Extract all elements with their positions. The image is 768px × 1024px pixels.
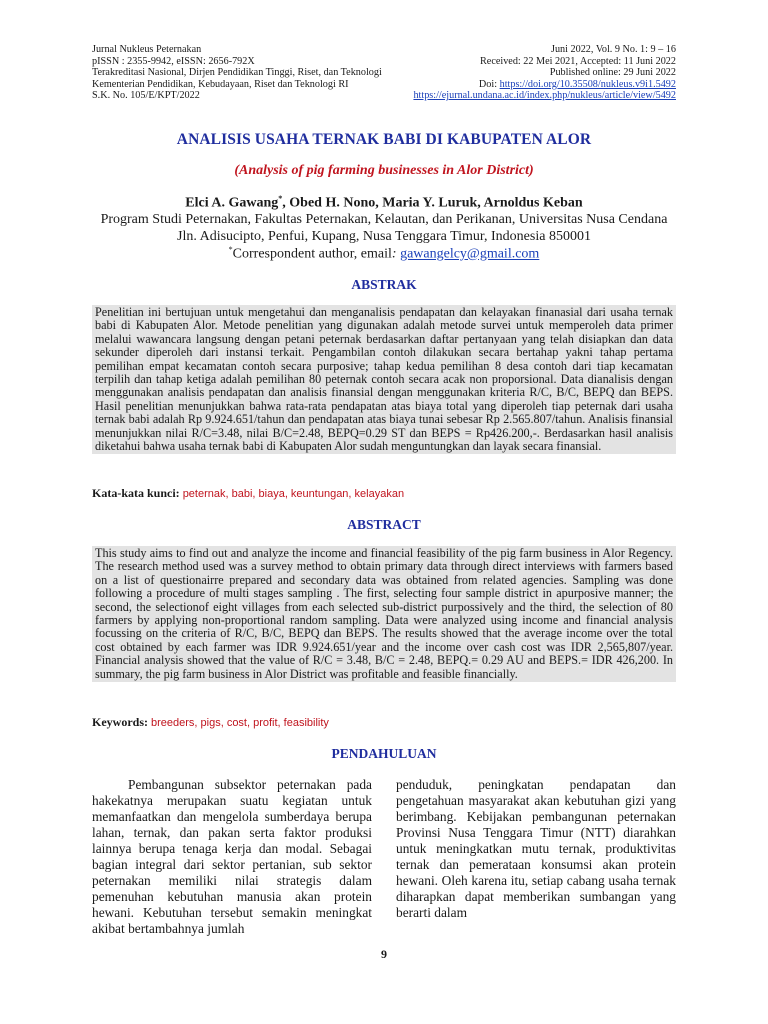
kata-kunci-label: Kata-kata kunci:: [92, 486, 180, 500]
abstract-heading: ABSTRACT: [347, 517, 421, 532]
published-info: Published online: 29 Juni 2022: [549, 67, 676, 79]
journal-info: [92, 44, 382, 102]
abstrak-text: Penelitian ini bertujuan untuk mengetahui dan menganalisis pendapatan dan kelayakan finanasial dari usaha ternak babi di Kabupaten Alor. Metode penelitian yang digunakan adalah metode survei untuk memperoleh data primer melalui wawancara langsung dengan petani peternak berdasarkan daftar pertanyaan yang telah disiapkan dan data sekunder diperoleh dari instansi terkait. Pengambilan contoh dilakukan secara bertahap yakni tahap pertama pemilihan empat kecamatan contoh secara purposive; tahap kedua pemilihan 8 desa contoh dari tiap kecamatan terpilih dan tahap ketiga adalah pemilihan 80 peternak contoh secara acak non proporsional. Data dianalisis dengan menggunakan analisis pendapatan dan analisis finansial dengan menggunakan kriteria R/C, B/C, BEPQ dan BEPS. Hasil penelitian menunjukkan bahwa rata-rata pendapatan atas biaya total yang diperoleh tiap peternak dari usaha ternak babi adalah Rp 9.924.651/tahun dan pendapatan atas biaya tunai sebesar Rp 2.565.807/tahun. Analisis finansial menunjukkan nilai R/C=3.48, nilai B/C=2.48, BEPQ=0.29 ST dan BEPS = Rp426.200,-. Berdasarkan hasil analisis diketahui bahwa usaha ternak babi di Kabupaten Alor sudah menguntungkan dan layak secara finansial.: [92, 305, 676, 454]
journal-issn: pISSN : 2355-9942, eISSN: 2656-792X: [92, 55, 255, 67]
keywords: [92, 715, 329, 730]
issue-info: Juni 2022, Vol. 9 No. 1: 9 – 16: [551, 44, 676, 55]
page-number: 9: [381, 947, 387, 961]
doi-line: [413, 79, 676, 91]
paper-title: ANALISIS USAHA TERNAK BABI DI KABUPATEN ALOR: [176, 131, 592, 148]
received-info: Received: 22 Mei 2021, Accepted: 11 Juni 2022: [480, 55, 676, 67]
intro-paragraph-right: penduduk, peningkatan pendapatan dan pengetahuan masyarakat akan kebutuhan gizi yang berimbang. Kebijakan pembangunan peternakan Provinsi Nusa Tenggara Timur (NTT) diarahkan untuk meningkatkan mutu ternak, produktivitas ternak dan pemerataan konsumsi akan protein hewani. Oleh karena itu, setiap cabang usaha ternak diharapkan dapat memberikan sumbangan yang berarti dalam: [396, 777, 676, 920]
first-author: Elci A. Gawang: [185, 195, 279, 211]
pendahuluan-heading: PENDAHULUAN: [331, 746, 437, 761]
accreditation-line-1: Terakreditasi Nasional, Dirjen Pendidikan Tinggi, Riset, dan Teknologi: [92, 67, 382, 79]
doi-link[interactable]: https://doi.org/10.35508/nukleus.v9i1.5492: [499, 78, 676, 90]
corr-label: Correspondent author, email: [232, 246, 392, 262]
affiliation-line-1: Program Studi Peternakan, Fakultas Peternakan, Kelautan, dan Perikanan, Universitas Nusa Cendana: [100, 212, 668, 227]
decree-number: S.K. No. 105/E/KPT/2022: [92, 90, 200, 102]
intro-column-right: [396, 777, 676, 921]
author-list: [0, 194, 768, 212]
keywords-label: Keywords:: [92, 715, 148, 729]
correspondence-line: [0, 245, 768, 263]
article-url-link[interactable]: https://ejurnal.undana.ac.id/index.php/nukleus/article/view/5492: [413, 90, 676, 102]
paper-subtitle: (Analysis of pig farming businesses in Alor District): [234, 163, 534, 178]
corresponding-mark: *: [278, 194, 283, 203]
article-info: [413, 44, 676, 102]
journal-name: Jurnal Nukleus Peternakan: [92, 44, 202, 55]
keywords-value: breeders, pigs, cost, profit, feasibility: [151, 717, 329, 729]
accreditation-line-2: Kementerian Pendidikan, Kebudayaan, Riset dan Teknologi RI: [92, 78, 349, 90]
email-link[interactable]: gawangelcy@gmail.com: [400, 246, 540, 262]
abstrak-heading: ABSTRAK: [351, 277, 417, 292]
other-authors: , Obed H. Nono, Maria Y. Luruk, Arnoldus Keban: [282, 195, 583, 211]
doi-label: Doi:: [478, 78, 500, 90]
abstract-text: This study aims to find out and analyze the income and financial feasibility of the pig farm business in Alor Regency. The research method used was a survey method to obtain primary data through direct interviews with farmers based on a list of questionairre prepared and secondary data was obtained from related agencies. Sampling was done following a procedure of multi stages sampling . The first, selecting four sample district in apurposive manner; the second, the selectionof eight villages from each selected sub-district purpossively and the third, the selection of 80 farmers by applying non-proportional random sampling. Data were analyzed using income and financial analysis focussing on the criteria of R/C, B/C, BEPQ dan BEPS. The results showed that the average income over the total cost obtained by each farmer was IDR 9.924.651/year and the income over cash cost was IDR 2,565,807/year. Financial analysis showed that the value of R/C = 3.48, B/C = 2.48, BEPQ.= 0.29 AU and BEPS.= IDR 426,200. In summary, the pig farm business in Alor District was profitable and feasible financially.: [92, 546, 676, 682]
intro-column-left: [92, 777, 372, 937]
kata-kunci: [92, 486, 404, 501]
corr-mark: *: [228, 245, 233, 254]
affiliation-line-2: Jln. Adisucipto, Penfui, Kupang, Nusa Tenggara Timur, Indonesia 850001: [177, 229, 591, 244]
kata-kunci-value: peternak, babi, biaya, keuntungan, kelayakan: [182, 488, 405, 500]
corr-colon: :: [391, 246, 401, 262]
intro-paragraph-left: Pembangunan subsektor peternakan pada hakekatnya merupakan suatu kegiatan untuk memanfaatkan dan mengelola sumberdaya berupa lahan, ternak, dan pakan serta faktor produksi lainnya berupa tenaga kerja dan modal. Sebagai bagian integral dari sektor pertanian, sub sektor peternakan memiliki nilai strategis dalam pemenuhan kebutuhan manusia akan protein hewani. Kebutuhan tersebut semakin meningkat akibat bertambahnya jumlah: [92, 777, 372, 936]
